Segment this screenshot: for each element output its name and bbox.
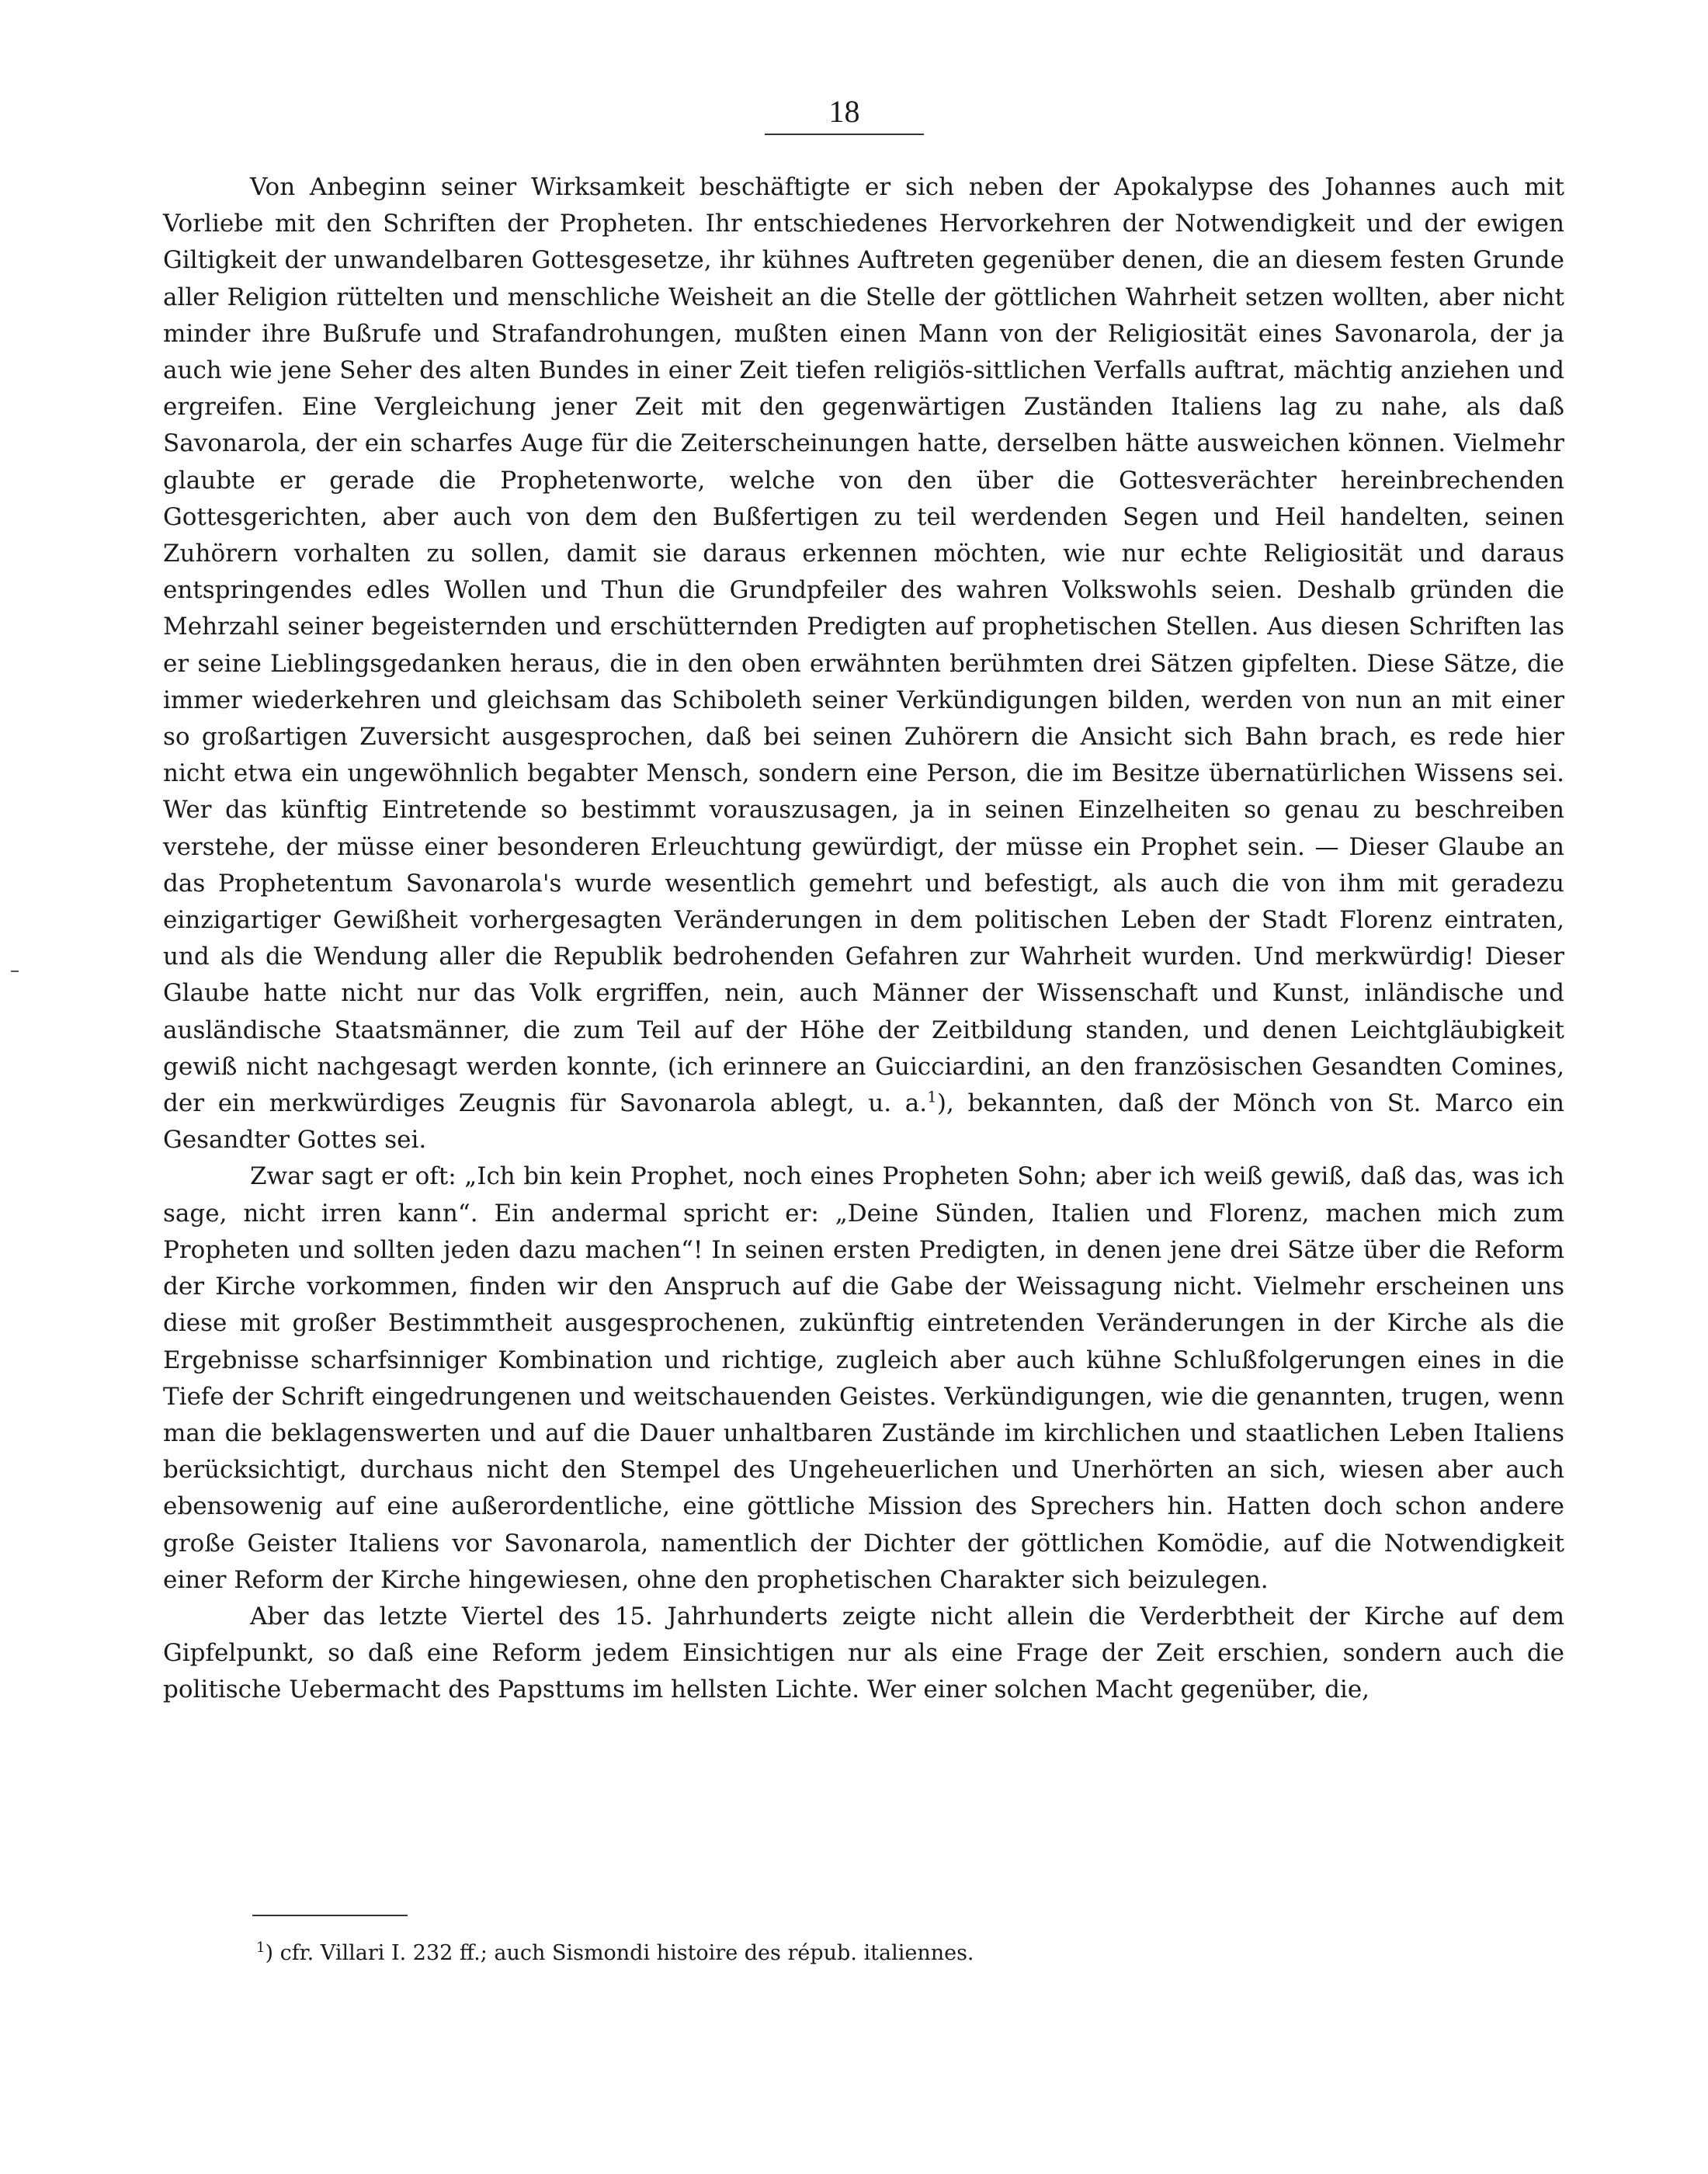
header-rule <box>765 134 924 135</box>
paragraph-1 <box>163 169 1564 1158</box>
paragraph-1-tail: ), bekannten, daß der Mönch von St. Marco ein Gesandter Gottes sei. <box>163 1089 1565 1155</box>
footnote <box>256 1940 1421 1967</box>
footnote-rule <box>252 1915 408 1916</box>
paragraph-1-text: Von Anbeginn seiner Wirksamkeit beschäftigte er sich neben der Apokalypse des Johannes auch mit Vorliebe mit den Schriften der Propheten. Ihr entschiedenes Hervorkehren der Notwendigkeit und der ewigen Giltigkeit der unwandelbaren Gottesgesetze, ihr kühnes Auftreten gegenüber denen, die an diesem festen Grunde aller Religion rüttelten und menschliche Weisheit an die Stelle der göttlichen Wahrheit setzen wollten, aber nicht minder ihre Bußrufe und Strafandrohungen, mußten einen Mann von der Religiosität eines Savonarola, der ja auch wie jene Seher des alten Bundes in einer Zeit tiefen religiös-sittlichen Verfalls auftrat, mächtig anziehen und ergreifen. Eine Vergleichung jener Zeit mit den gegenwärtigen Zuständen Italiens lag zu nahe, als daß Savonarola, der ein scharfes Auge für die Zeiterscheinungen hatte, derselben hätte ausweichen können. Vielmehr glaubte er gerade die Prophetenworte, welche von den über die Gottesverächter hereinbrechenden Gottesgerichten, aber auch von dem den Bußfertigen zu teil werdenden Segen und Heil handelten, seinen Zuhörern vorhalten zu sollen, damit sie daraus erkennen möchten, wie nur echte Religiosität und daraus entspringendes edles Wollen und Thun die Grundpfeiler des wahren Volkswohls seien. Deshalb gründen die Mehrzahl seiner begeisternden und erschütternden Predigten auf prophetischen Stellen. Aus diesen Schriften las er seine Lieblingsgedanken heraus, die in den oben erwähnten berühmten drei Sätzen gipfelten. Diese Sätze, die immer wiederkehren und gleichsam das Schiboleth seiner Verkündigungen bilden, werden von nun an mit einer so großartigen Zuversicht ausgesprochen, daß bei seinen Zuhörern die Ansicht sich Bahn brach, es rede hier nicht etwa ein ungewöhnlich begabter Mensch, sondern eine Person, die im Besitze übernatürlichen Wissens sei. Wer das künftig Eintretende so bestimmt vorauszusagen, ja in seinen Einzelheiten so genau zu beschreiben verstehe, der müsse einer besonderen Erleuchtung gewürdigt, der müsse ein Prophet sein. — Dieser Glaube an das Prophetentum Savonarola's wurde wesentlich gemehrt und befestigt, als auch die von ihm mit geradezu einzigartiger Gewißheit vorhergesagten Veränderungen in dem politischen Leben der Stadt Florenz eintraten, und als die Wendung aller die Republik bedrohenden Gefahren zur Wahrheit wurden. Und merkwürdig! Dieser Glaube hatte nicht nur das Volk ergriffen, nein, auch Männer der Wissenschaft und Kunst, inländische und ausländische Staatsmänner, die zum Teil auf der Höhe der Zeitbildung standen, und denen Leichtgläubigkeit gewiß nicht nachgesagt werden konnte, (ich erinnere an Guicciardini, an den französischen Gesandten Comines, der ein merkwürdiges Zeugnis für Savonarola ablegt, u. a. <box>163 173 1564 1118</box>
paragraph-3: Aber das letzte Viertel des 15. Jahrhunderts zeigte nicht allein die Verderbtheit der Kirche auf dem Gipfelpunkt, so daß eine Reform jedem Einsichtigen nur als eine Frage der Zeit erschien, sondern auch die politische Uebermacht des Papsttums im hellsten Lichte. Wer einer solchen Macht gegenüber, die, <box>163 1602 1564 1704</box>
body-text <box>163 169 1564 1709</box>
page-number: 18 <box>828 94 860 129</box>
footnote-marker: 1 <box>256 1940 266 1956</box>
paragraph-2: Zwar sagt er oft: „Ich bin kein Prophet, noch eines Propheten Sohn; aber ich weiß gewiß, daß das, was ich sage, nicht irren kann“. Ein andermal spricht er: „Deine Sünden, Italien und Florenz, machen mich zum Propheten und sollten jeden dazu machen“! In seinen ersten Predigten, in denen jene drei Sätze über die Reform der Kirche vorkommen, finden wir den Anspruch auf die Gabe der Weissagung nicht. Vielmehr erscheinen uns diese mit großer Bestimmtheit ausgesprochenen, zukünftig eintretenden Veränderungen in der Kirche als die Ergebnisse scharfsinniger Kombination und richtige, zugleich aber auch kühne Schlußfolgerungen eines in die Tiefe der Schrift eingedrungenen und weitschauenden Geistes. Verkündigungen, wie die genannten, trugen, wenn man die beklagenswerten und auf die Dauer unhaltbaren Zustände im kirchlichen und staatlichen Leben Italiens berücksichtigt, durchaus nicht den Stempel des Ungeheuerlichen und Unerhörten an sich, wiesen aber auch ebensowenig auf eine außerordentliche, eine göttliche Mission des Sprechers hin. Hatten doch schon andere große Geister Italiens vor Savonarola, namentlich der Dichter der göttlichen Komödie, auf die Notwendigkeit einer Reform der Kirche hingewiesen, ohne den prophetischen Charakter sich beizulegen. <box>163 1162 1564 1594</box>
footnote-reference: 1 <box>927 1087 937 1106</box>
margin-mark <box>11 971 19 972</box>
footnote-text: ) cfr. Villari I. 232 ff.; auch Sismondi histoire des répub. italiennes. <box>265 1941 974 1965</box>
